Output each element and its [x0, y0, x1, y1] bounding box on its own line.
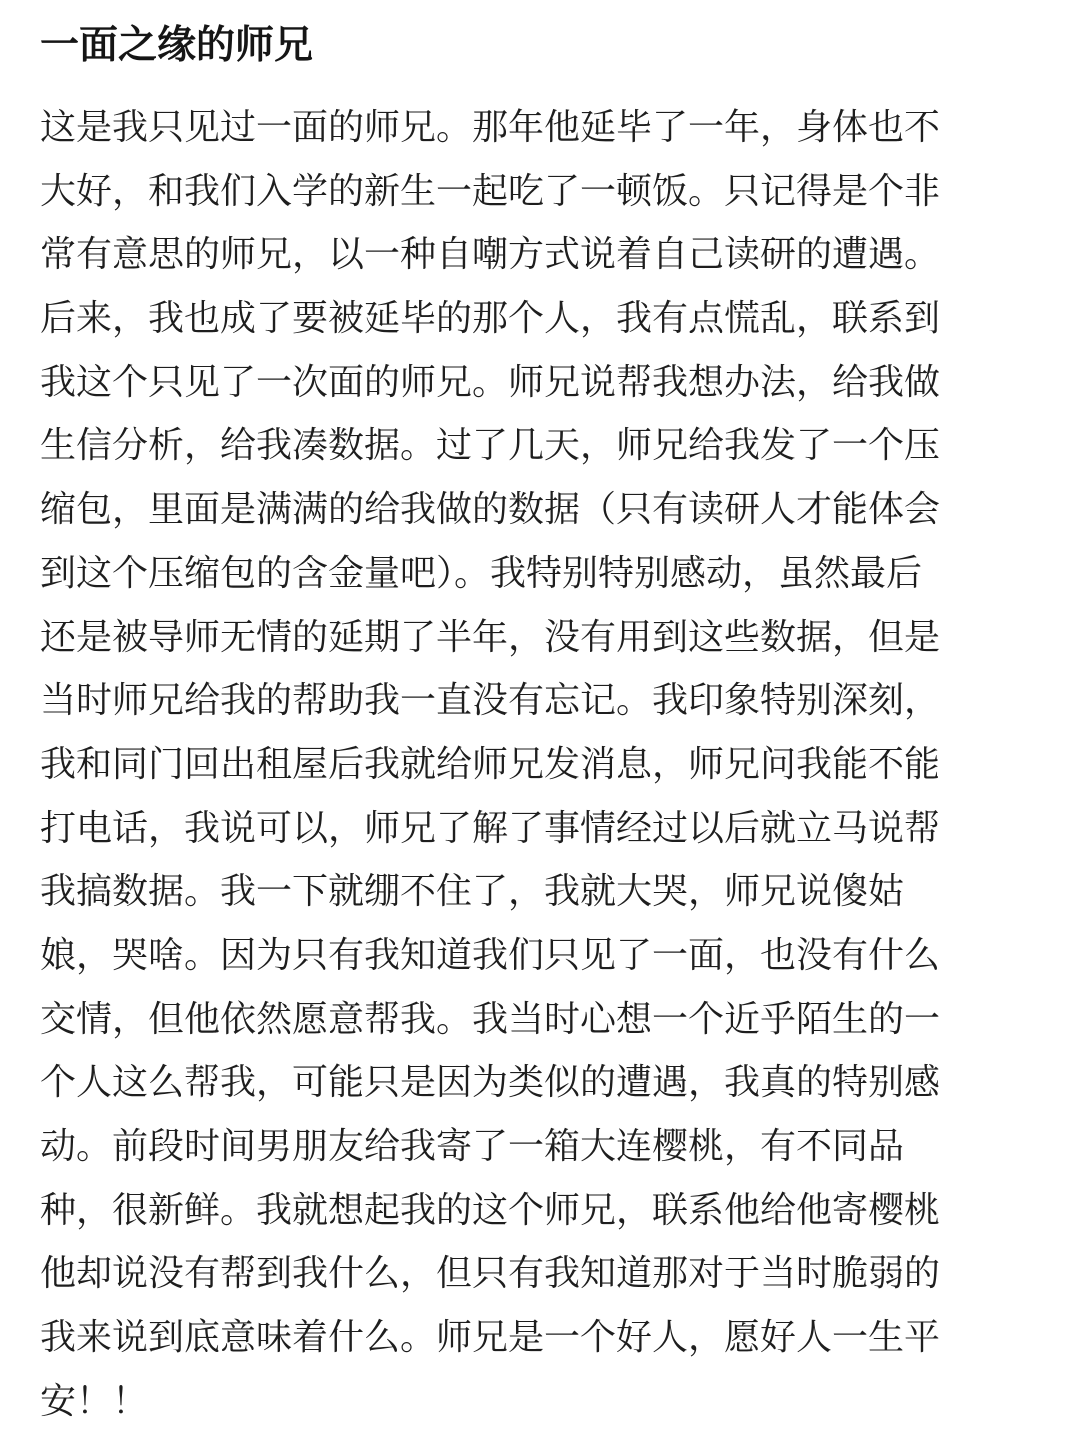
body-line: 动。前段时间男朋友给我寄了一箱大连樱桃，有不同品 [40, 1126, 905, 1167]
body-line: 这是我只见过一面的师兄。那年他延毕了一年，身体也不 [40, 107, 941, 148]
post-body [40, 96, 1050, 1433]
body-line: 打电话，我说可以，师兄了解了事情经过以后就立马说帮 [40, 807, 941, 849]
body-line: 交情，但他依然愿意帮我。我当时心想一个近乎陌生的一 [40, 998, 941, 1040]
body-line: 我和同门回出租屋后我就给师兄发消息，师兄问我能不能 [40, 743, 941, 785]
body-line: 还是被导师无情的延期了半年，没有用到这些数据，但是 [40, 616, 941, 658]
body-line: 当时师兄给我的帮助我一直没有忘记。我印象特别深刻， [40, 680, 941, 722]
body-line: 安！！ [40, 1380, 149, 1422]
body-line: 常有意思的师兄，以一种自嘲方式说着自己读研的遭遇。 [40, 234, 941, 276]
body-line: 我搞数据。我一下就绷不住了，我就大哭，师兄说傻姑 [40, 871, 905, 913]
body-line: 我来说到底意味着什么。师兄是一个好人，愿好人一生平 [40, 1317, 941, 1359]
body-line: 到这个压缩包的含金量吧）。我特别特别感动，虽然最后 [40, 552, 923, 594]
body-line: 种，很新鲜。我就想起我的这个师兄，联系他给他寄樱桃 [40, 1189, 941, 1231]
body-line: 后来，我也成了要被延毕的那个人，我有点慌乱，联系到 [40, 298, 941, 340]
body-line: 缩包，里面是满满的给我做的数据（只有读研人才能体会 [40, 489, 941, 531]
post-title: 一面之缘的师兄 [40, 23, 314, 68]
body-line: 大好，和我们入学的新生一起吃了一顿饭。只记得是个非 [40, 170, 941, 212]
body-line: 生信分析，给我凑数据。过了几天，师兄给我发了一个压 [40, 425, 941, 467]
body-line: 娘，哭啥。因为只有我知道我们只见了一面，也没有什么 [40, 934, 941, 976]
body-line: 我这个只见了一次面的师兄。师兄说帮我想办法，给我做 [40, 361, 941, 403]
body-line: 个人这么帮我，可能只是因为类似的遭遇，我真的特别感 [40, 1062, 941, 1104]
body-line: 他却说没有帮到我什么，但只有我知道那对于当时脆弱的 [40, 1253, 941, 1295]
